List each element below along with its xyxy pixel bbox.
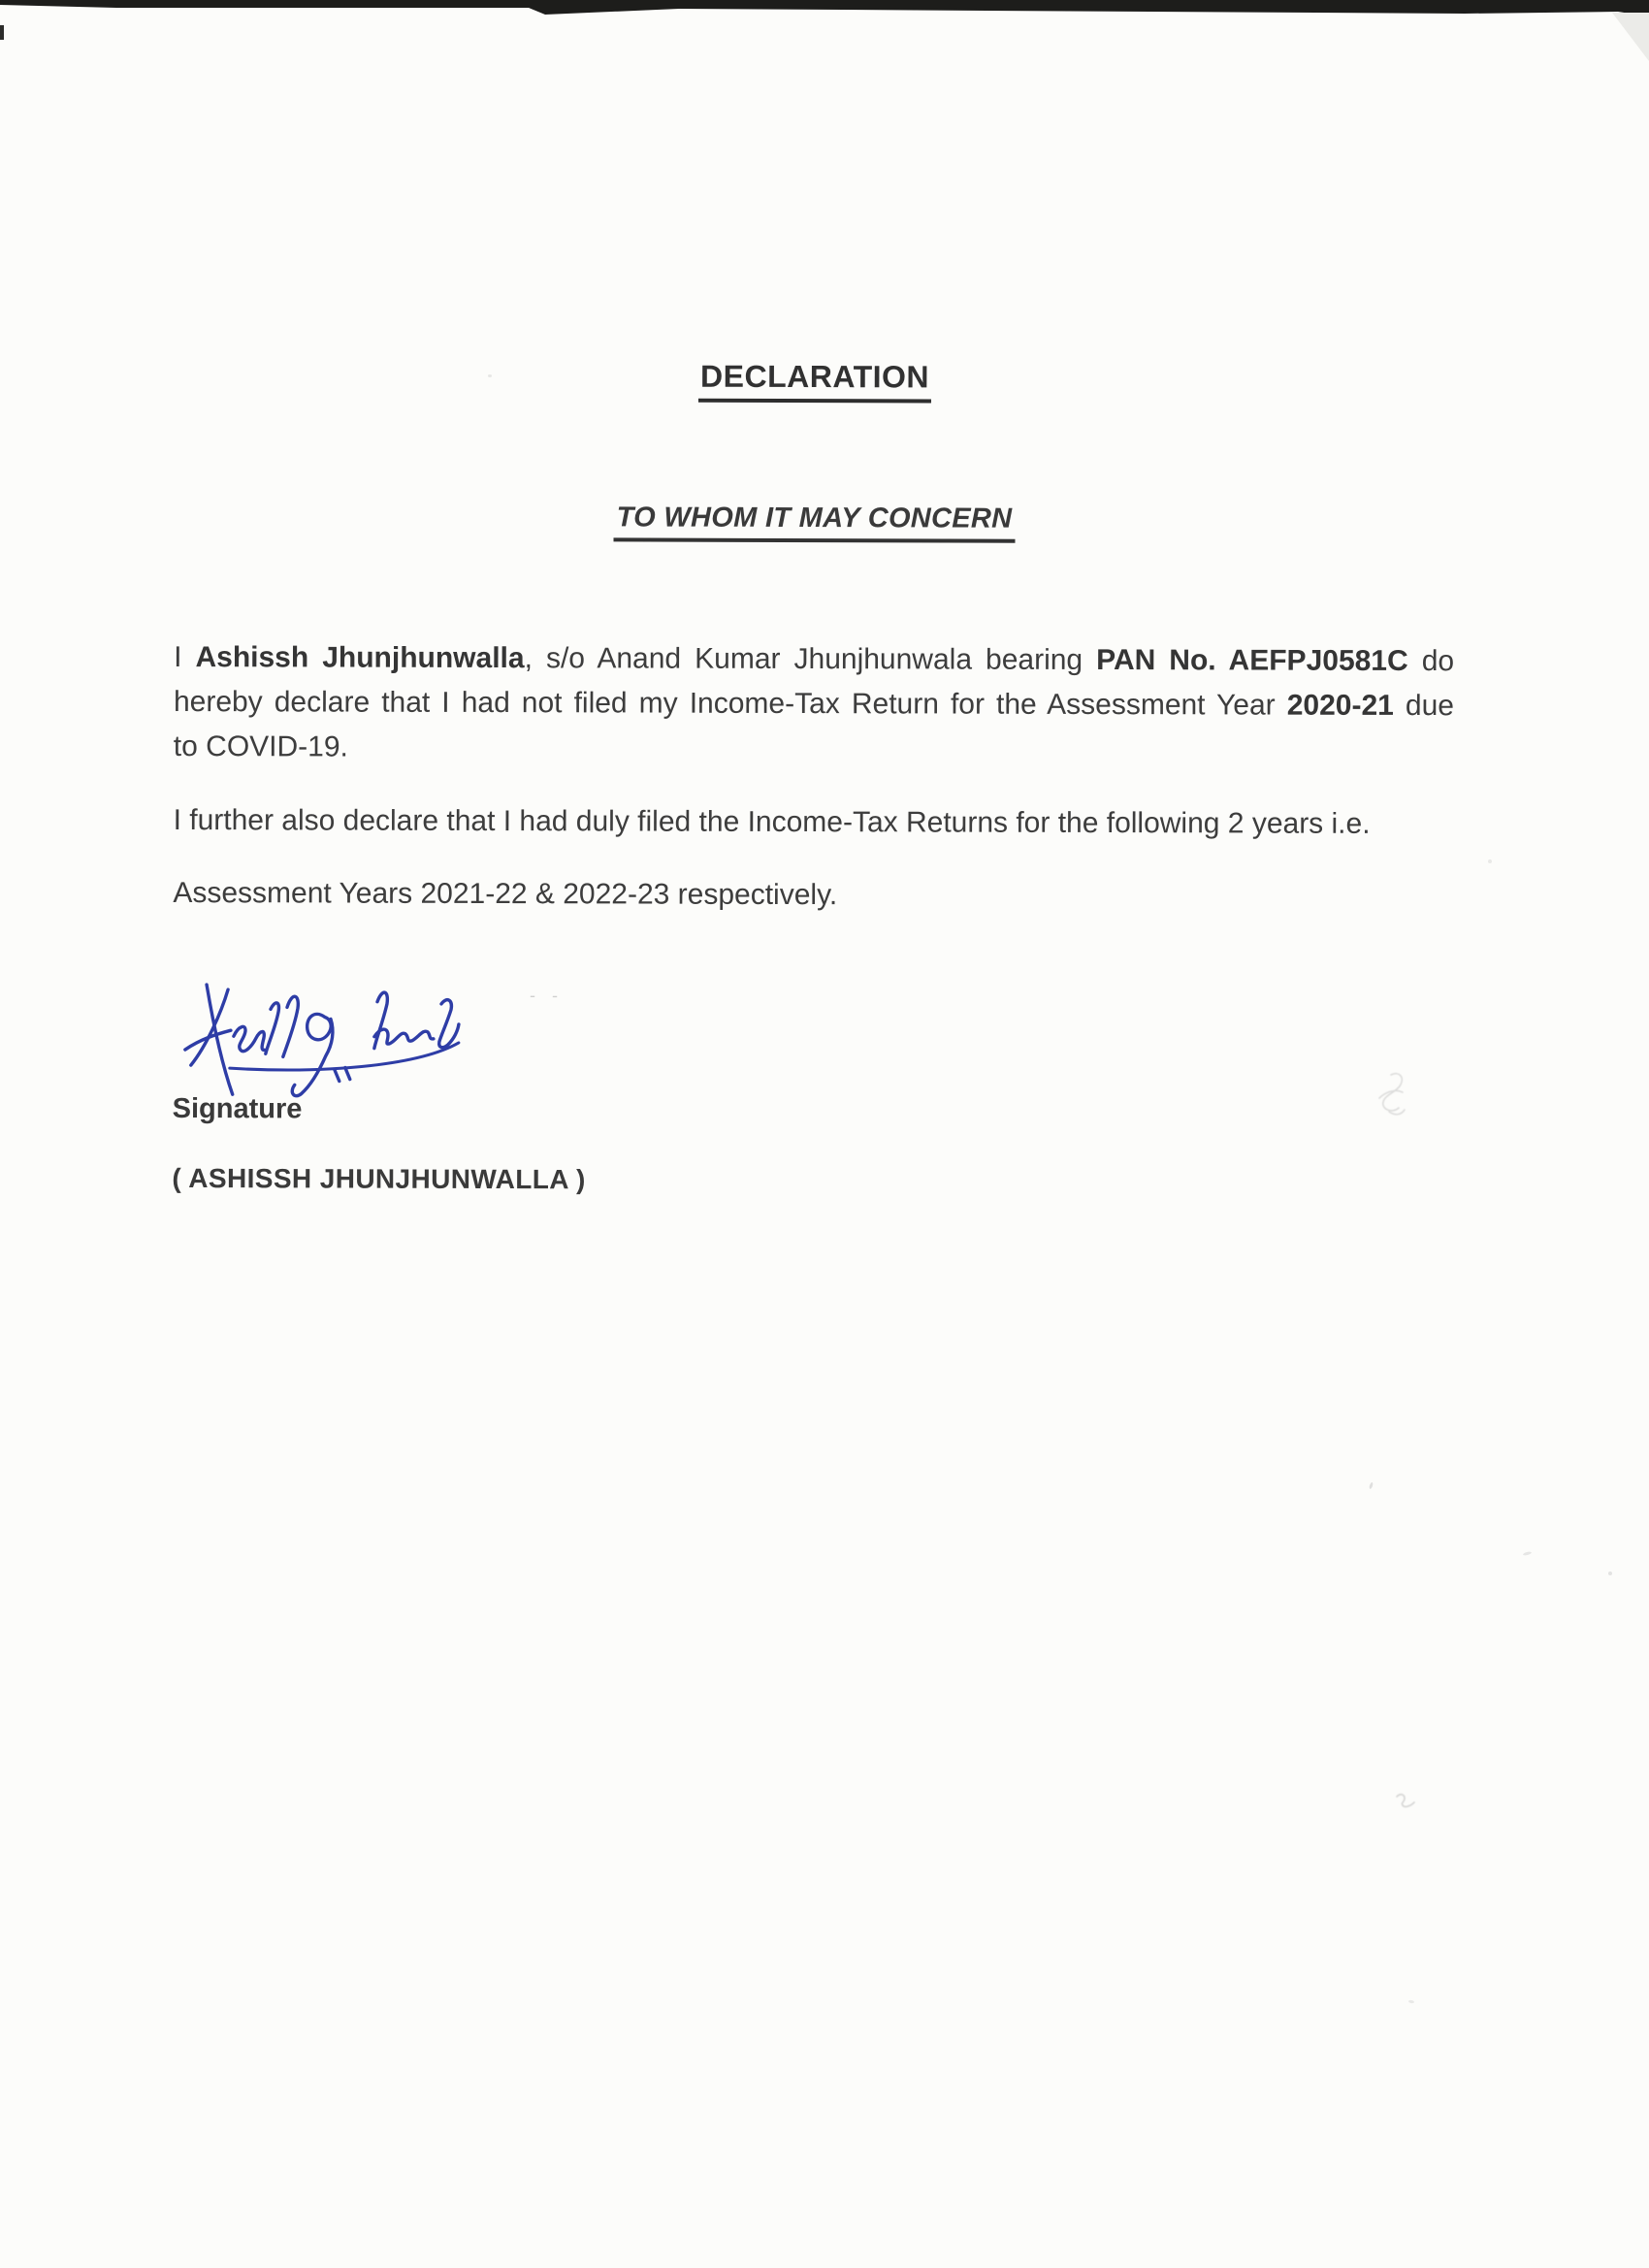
document-title [175, 355, 1455, 408]
scan-artifact [1488, 859, 1492, 863]
declaration-paragraph-2: I further also declare that I had duly filed the Income-Tax Returns for the following 2 years i.e. [173, 803, 1371, 840]
document-subtitle [174, 498, 1454, 547]
scan-artifact [1393, 1791, 1420, 1815]
declaration-paragraph-3: Assessment Years 2021-22 & 2022-23 respectively. [173, 876, 838, 912]
scan-artifact [1608, 1571, 1612, 1575]
scan-artifact: - - [530, 986, 565, 1006]
handwritten-signature [178, 978, 470, 1105]
signature-label: Signature [172, 1092, 303, 1125]
signature-strokes [185, 985, 459, 1096]
document-title-text: DECLARATION [698, 357, 931, 404]
document-subtitle-text: TO WHOM IT MAY CONCERN [614, 499, 1016, 542]
scan-artifact [1370, 1065, 1428, 1130]
paragraph-1-line-1: I Ashissh Jhunjhunwalla, s/o Anand Kumar Jhunjhunwala bearing PAN No. AEFPJ0581C do [174, 640, 1455, 678]
declaration-paragraph-1 [174, 635, 1454, 773]
signatory-name: ( ASHISSH JHUNJHUNWALLA ) [172, 1162, 586, 1195]
paragraph-1-line-3: to COVID-19. [173, 729, 348, 763]
scan-artifact [488, 374, 492, 377]
paragraph-1-line-2: hereby declare that I had not filed my Income-Tax Return for the Assessment Year 2020-21 due [173, 685, 1455, 723]
